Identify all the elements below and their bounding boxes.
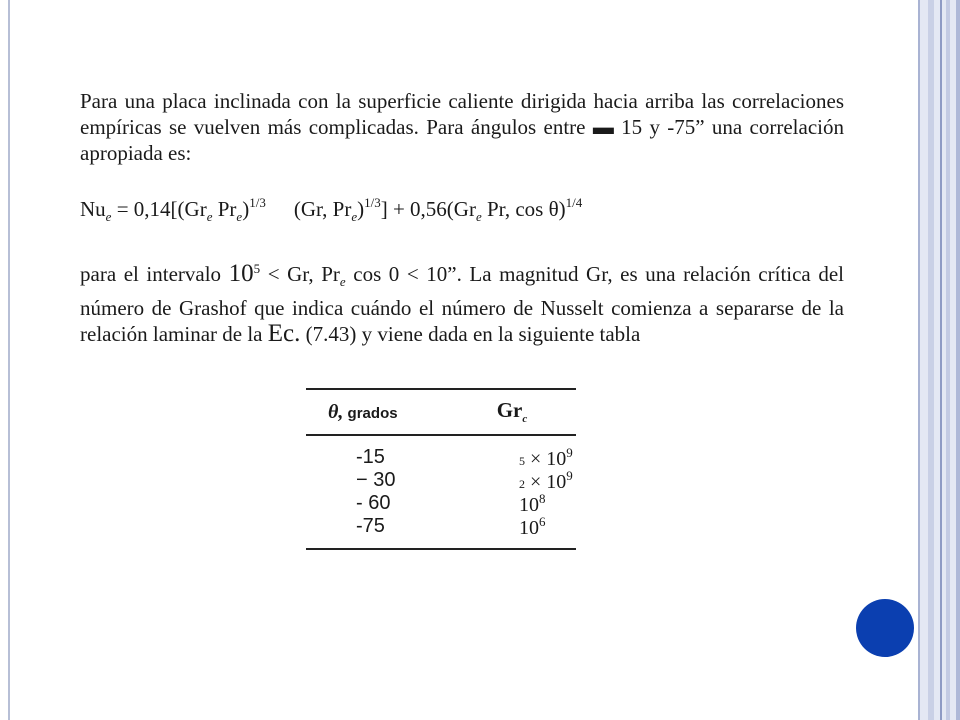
formula-part: ) [357,197,365,221]
table-row [306,469,576,492]
formula-sub: e [351,209,358,225]
table-row [306,492,576,515]
formula-part: (Gr, Pr [293,197,352,221]
decorative-blue-circle [856,599,914,657]
formula-part: ) [242,197,250,221]
grc-value: 10 [519,516,539,539]
header-gr: Gr [496,398,523,423]
grc-exp: 9 [566,444,573,460]
slide-content [80,88,844,347]
frame-line [928,0,934,720]
angle-cell: -75 [356,515,385,537]
header-grados: grados [343,404,398,422]
para2-text: (7.43) y viene dada en la siguiente tabla [300,322,641,347]
frame-line [956,0,960,720]
header-angle [306,401,448,424]
para2-sub: e [339,274,346,290]
formula-sub: e [105,209,112,225]
interval-paragraph [80,256,844,347]
para2-text: para el intervalo [80,262,229,287]
grc-coef: 2 [519,476,525,491]
header-gr-sub: c [522,413,528,426]
para2-text: < Gr, Pr [260,262,340,287]
frame-line [946,0,950,720]
table-bottom-rule [306,548,576,550]
table-body [306,436,576,548]
equation-reference: Ec. [267,320,301,348]
table-row [306,446,576,469]
grc-value: × 10 [525,447,567,470]
formula-sub: e [236,209,243,225]
frame-line [940,0,942,720]
grc-value: 10 [519,493,539,516]
header-grc [448,398,576,425]
formula-part: ] + 0,56(Gr [380,197,476,221]
grc-exp: 6 [539,513,546,529]
formula-exponent: 1/3 [249,195,266,210]
formula-part: Pr, cos θ) [481,197,566,221]
formula-part: Pr [212,197,237,221]
grc-value: × 10 [525,470,567,493]
para2-ten: 10 [228,260,254,288]
nusselt-formula [80,190,844,230]
formula-exponent: 1/4 [565,195,583,210]
table-header [306,390,576,434]
intro-paragraph: Para una placa inclinada con la superficie caliente dirigida hacia arriba las correlaciones empíricas se vuelven más complicadas. Para ángulos entre ▬ 15 y -75” una correlación apropiada es: [80,89,844,165]
angle-cell: -15 [356,446,385,468]
theta-symbol: θ, [328,400,344,423]
grc-coef: 5 [519,453,525,468]
grashof-table [306,388,576,550]
formula-part: Nu [80,197,106,221]
slide-right-frame [918,0,960,720]
formula-exponent: 1/3 [364,195,381,210]
formula-sub: e [475,209,482,225]
table-row [306,515,576,538]
frame-line [918,0,920,720]
grc-exp: 8 [539,490,546,506]
angle-cell: - 60 [356,492,391,514]
para2-exponent: 5 [253,261,261,277]
formula-part: = 0,14[(Gr [111,197,207,221]
grc-exp: 9 [566,467,573,483]
formula-sub: e [206,209,213,225]
grc-cell [501,514,576,540]
slide-left-border [8,0,10,720]
angle-cell: − 30 [356,469,396,491]
para2-text: cos 0 < 10”. La magnitud Gr, es una relación crítica del número de Grashof que indica cuándo el número de Nusselt comienza a separarse de la relación laminar de la [80,262,844,347]
